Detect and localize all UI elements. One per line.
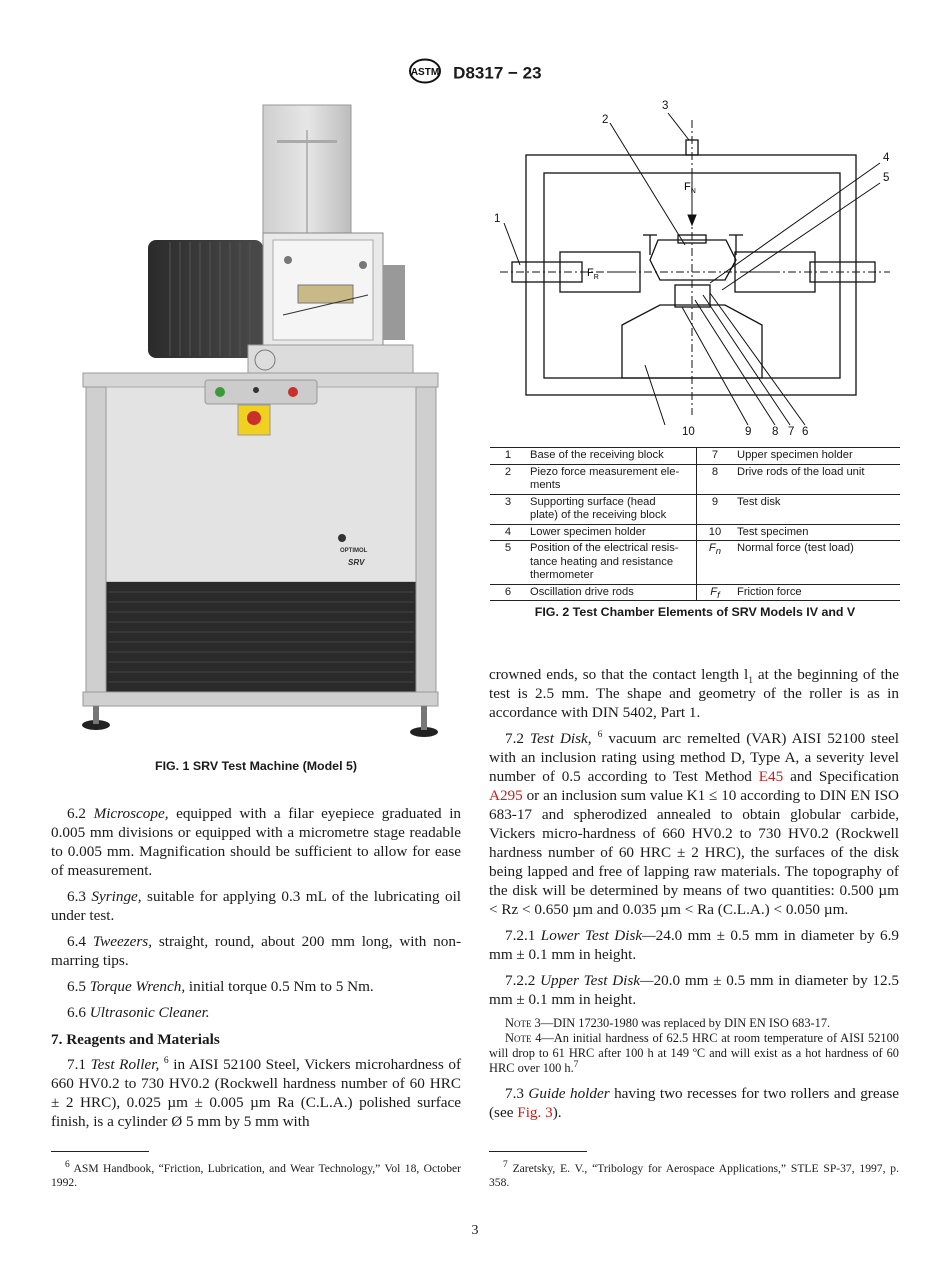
- callout-7: 7: [788, 426, 795, 438]
- fn-label: $F_N$: [684, 181, 696, 195]
- legend-row: 4 Lower specimen holder 10 Test specimen: [490, 524, 900, 541]
- para-6-2: 6.2 Microscope, equipped with a filar eyepiece graduated in 0.005 mm divisions or equipped with a micrometre stage readable to 0.005 mm. Magnification should be sufficient to allow for ease of measurement.: [51, 805, 462, 879]
- link-fig-3[interactable]: Fig. 3: [517, 1104, 553, 1121]
- callout-6: 6: [802, 426, 809, 438]
- footnote-6: $^6$ ASM Handbook, “Friction, Lubrication, and Wear Technology,” Vol 18, October 1992.: [51, 1160, 462, 1189]
- footnote-rule: [51, 1151, 149, 1152]
- fr-label: $F_R$: [587, 267, 599, 281]
- para-6-5: 6.5 Torque Wrench, initial torque 0.5 Nm to 5 Nm.: [67, 978, 374, 995]
- figure-2-diagram: [490, 95, 900, 440]
- para-7-1: 7.1 Test Roller, $^6$ in AISI 52100 Steel, Vickers microhardness of 660 HV0.2 to 730 HV0.2 (Rockwell hardness number of 60 HRC ± 2 HRC), 0.025 µm ± 0.005 µm Ra (C.L.A.) polished surface finish, is a cylinder Ø 5 mm by 5 mm with: [51, 1055, 462, 1130]
- callout-2: 2: [602, 114, 609, 126]
- page-number: 3: [471, 1223, 479, 1238]
- para-7-2: 7.2 Test Disk, $^6$ vacuum arc remelted (VAR) AISI 52100 steel with an inclusion rating using method D, Type A, a severity level number of 0.5 according to Test Method E45 and Specification A295 or an inclusion sum value K1 ≤ 10 according to DIN EN ISO 683-17 and spherodized annealed to obtain globular carbide, Vickers micro-hardness of 660 HV0.2 to 730 HV0.2 (Rockwell hardness number of 60 HRC ± 2 HRC), the surfaces of the disk being lapped and free of lapping raw materials. The topography of the disk will be determined by means of two quantities: 0.500 µm < Rz < 0.650 µm and 0.035 µm < Ra (C.L.A.) < 0.050 µm.: [489, 729, 900, 918]
- figure-2-caption: FIG. 2 Test Chamber Elements of SRV Models IV and V: [534, 605, 856, 619]
- left-column: [51, 804, 461, 1138]
- figure-1: [78, 100, 448, 745]
- para-6-4: 6.4 Tweezers, straight, round, about 200 mm long, with non-marring tips.: [51, 933, 461, 969]
- model-label: SRV: [348, 558, 365, 567]
- legend-row: 1 Base of the receiving block 7 Upper specimen holder: [490, 448, 900, 465]
- footnote-7: $^7$ Zaretsky, E. V., “Tribology for Aerospace Applications,” STLE SP-37, 1997, p. 358.: [489, 1160, 900, 1189]
- legend-row: 5 Position of the electrical resis- tance heating and resistance thermometer $F_n$ Normal force (test load): [490, 541, 900, 585]
- link-a295[interactable]: A295: [489, 787, 523, 804]
- note-4: Note 4—An initial hardness of 62.5 HRC at room temperature of AISI 52100 will drop to 61 HRC after 100 h at 149 ºC and will exist as a hot hardness of 60 HRC over 100 h.$^7$: [489, 1031, 899, 1075]
- section-7-heading: 7. Reagents and Materials: [51, 1031, 220, 1048]
- figure-1-caption: FIG. 1 SRV Test Machine (Model 5): [155, 759, 357, 773]
- srv-machine-illustration: [78, 100, 448, 745]
- astm-logo: [408, 58, 442, 89]
- callout-8: 8: [772, 426, 779, 438]
- svg-text:ASTM: ASTM: [411, 67, 440, 78]
- para-7-2-2: 7.2.2 Upper Test Disk—20.0 mm ± 0.5 mm in diameter by 12.5 mm ± 0.1 mm in height.: [489, 972, 900, 1008]
- brand-label: OPTIMOL: [340, 548, 368, 554]
- callout-1: 1: [494, 213, 501, 225]
- para-6-3: 6.3 Syringe, suitable for applying 0.3 mL of the lubricating oil under test.: [51, 888, 462, 924]
- figure-2-legend: [490, 447, 900, 601]
- footnote-rule-right: [489, 1151, 587, 1152]
- legend-row: 6 Oscillation drive rods $F_f$ Friction force: [490, 584, 900, 601]
- link-e45[interactable]: E45: [758, 768, 784, 785]
- callout-10: 10: [682, 426, 695, 438]
- right-column: [489, 665, 899, 1129]
- para-7-1-continued: crowned ends, so that the contact length $l_1$ at the beginning of the test is 2.5 mm. The shape and geometry of the roller is as in accordance with DIN 5402, Part 1.: [489, 666, 899, 721]
- para-7-2-1: 7.2.1 Lower Test Disk—24.0 mm ± 0.5 mm in diameter by 6.9 mm ± 0.1 mm in height.: [489, 927, 900, 963]
- legend-row: 3 Supporting surface (head plate) of the receiving block 9 Test disk: [490, 494, 900, 524]
- callout-4: 4: [883, 152, 890, 164]
- para-7-3: 7.3 Guide holder having two recesses for two rollers and grease (see Fig. 3).: [489, 1085, 900, 1121]
- callout-9: 9: [745, 426, 752, 438]
- legend-row: 2 Piezo force measurement ele- ments 8 Drive rods of the load unit: [490, 464, 900, 494]
- callout-5: 5: [883, 172, 890, 184]
- standard-code: D8317 − 23: [453, 63, 542, 83]
- note-3: Note 3—DIN 17230-1980 was replaced by DIN EN ISO 683-17.: [505, 1016, 831, 1030]
- page-header: [0, 58, 950, 89]
- para-6-6: 6.6 Ultrasonic Cleaner.: [67, 1004, 210, 1021]
- callout-3: 3: [662, 100, 669, 112]
